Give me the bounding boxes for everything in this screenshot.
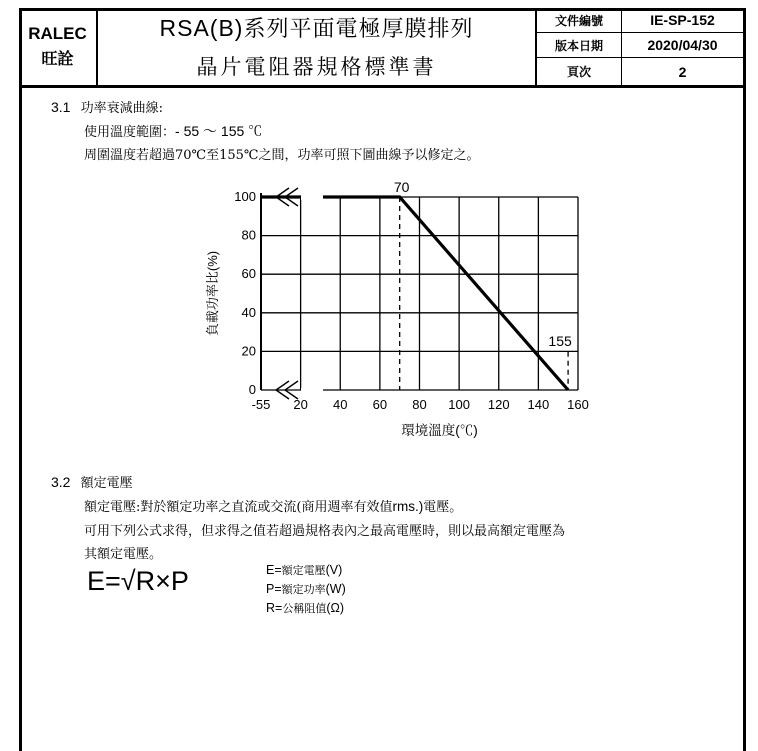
chart-grid: [261, 197, 578, 390]
curve-break-gap: [301, 194, 323, 200]
axis-break-gap: [301, 388, 323, 392]
annotation-label: 155: [548, 332, 572, 349]
y-axis-title: 負載功率比(%): [205, 250, 220, 337]
y-tick-label: 20: [241, 343, 256, 359]
x-tick-label: -55: [251, 397, 271, 412]
x-tick-label: 100: [448, 397, 470, 412]
x-tick-label: 40: [333, 397, 348, 412]
rated-voltage-definition: 額定電壓:對於額定功率之直流或交流(商用週率有效值rms.)電壓。: [84, 499, 463, 515]
chart-labels: [205, 179, 589, 438]
formula-intro-line-2: 其額定電壓。: [84, 547, 163, 562]
legend-r: R=公稱阻值(Ω): [266, 601, 344, 615]
derating-note-line: 周圍溫度若超過70℃至155℃之間，功率可照下圖曲線予以修定之。: [84, 148, 480, 163]
x-axis-title: 環境溫度(℃): [401, 423, 478, 438]
x-tick-label: 140: [527, 397, 550, 412]
document-meta-table: [537, 8, 743, 88]
section-31-heading: 3.1 功率衰減曲線:: [51, 99, 163, 116]
meta-row-doc-number: 文件編號 IE-SP-152: [537, 8, 743, 33]
y-tick-label: 100: [234, 189, 256, 204]
y-tick-label: 0: [248, 382, 256, 397]
y-tick-label: 60: [241, 266, 256, 282]
section-32-heading: 3.2 額定電壓: [51, 474, 133, 491]
x-tick-label: 120: [487, 397, 510, 412]
meta-row-page: 頁次 2: [537, 58, 743, 85]
logo-english: RALEC: [28, 24, 87, 43]
annotation-label: 70: [393, 179, 410, 195]
y-tick-label: 40: [241, 304, 256, 320]
legend-e: E=額定電壓(V): [266, 563, 343, 577]
x-tick-label: 60: [372, 397, 388, 412]
derating-curve: [261, 197, 568, 390]
power-derating-chart: [190, 172, 590, 447]
legend-p: P=額定功率(W): [266, 582, 346, 596]
title-line-2: 晶片電阻器規格標準書: [196, 55, 437, 79]
rated-voltage-formula: E=√R×P: [87, 566, 189, 596]
logo-chinese: 旺詮: [41, 49, 74, 68]
title-line-1: RSA(B)系列平面電極厚膜排列: [159, 15, 474, 42]
document-title: [98, 8, 537, 88]
x-tick-label: 80: [412, 397, 427, 412]
temperature-range-line: 使用溫度範圍：- 55 ～ 155 ℃: [84, 123, 263, 140]
y-tick-label: 80: [241, 227, 256, 243]
x-tick-label: 160: [567, 397, 589, 412]
chart-axes: [261, 188, 323, 399]
formula-intro-line: 可用下列公式求得，但求得之值若超過規格表內之最高電壓時，則以最高額定電壓為: [84, 524, 566, 539]
chart-series: [261, 194, 568, 390]
document-header: [19, 8, 743, 88]
x-tick-label: 20: [293, 397, 308, 412]
meta-row-version-date: 版本日期 2020/04/30: [537, 33, 743, 58]
company-logo: [19, 8, 98, 88]
